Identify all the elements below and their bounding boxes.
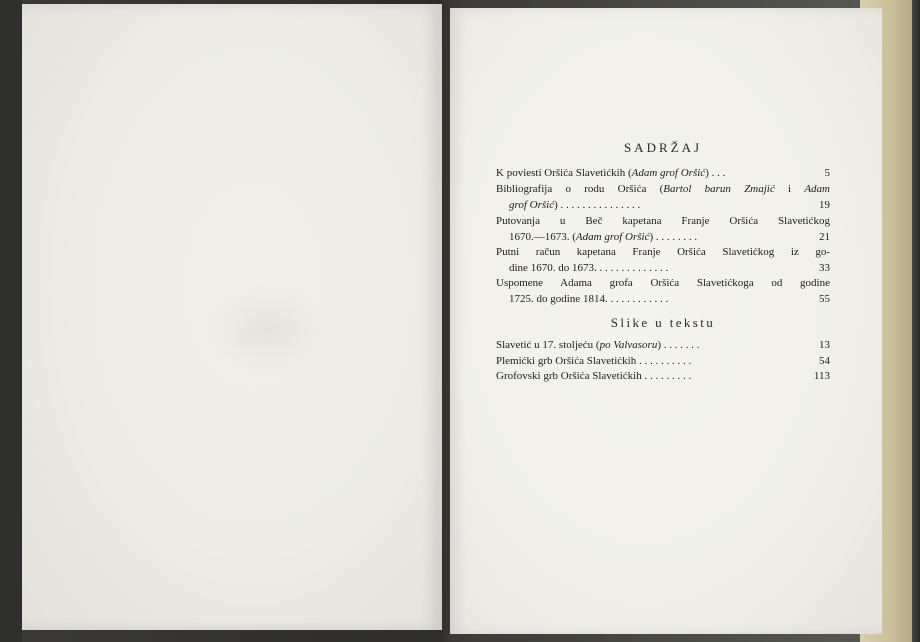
toc-entry-text: 1725. do godine 1814. . . . . . . . . . . . [509, 292, 669, 305]
illustration-entry [496, 338, 830, 354]
toc-entry-text: K poviesti Oršića Slavetićkih (Adam grof Oršić) . . . [496, 167, 726, 179]
illustration-entry-line [496, 354, 830, 370]
toc-page-number: 33 [819, 261, 830, 274]
illustrations-heading: Slike u tekstu [610, 315, 716, 330]
toc-entry-line [496, 166, 830, 182]
toc-entry-line [496, 292, 830, 308]
toc-entry [496, 182, 830, 213]
illustration-page-number: 113 [813, 370, 830, 382]
toc-entry-line: Bibliografija o rodu Oršića (Bartol barun Zmajić i Adam [496, 183, 830, 195]
toc-entry-line: Putovanja u Beč kapetana Franje Oršića Slavetićkog [496, 215, 830, 227]
toc-entry-line [496, 261, 830, 277]
right-page-contents [450, 8, 882, 634]
toc-heading: SADRŽAJ [623, 140, 703, 155]
illustration-entry-line [496, 369, 830, 385]
toc-entry-line: Putni račun kapetana Franje Oršića Slavetićkog iz go- [496, 246, 830, 258]
toc-page-number: 55 [819, 292, 830, 305]
toc-page-number: 21 [819, 230, 830, 243]
toc-entry [496, 245, 830, 276]
toc-entry-line [496, 198, 830, 214]
illustration-entry-line [496, 338, 830, 354]
toc-entry-text: 1670.—1673. (Adam grof Oršić) . . . . . . . . [509, 230, 698, 243]
toc-page-number: 19 [819, 198, 830, 211]
illustration-entry-text: Plemićki grb Oršića Slavetićkih . . . . . . . . . . [496, 355, 692, 367]
illustration-page-number: 54 [819, 355, 830, 367]
illustration-entry [496, 369, 830, 385]
toc-entry-line: Uspomene Adama grofa Oršića Slavetićkoga od godine [496, 277, 830, 289]
illustration-page-number: 13 [819, 339, 830, 351]
illustration-entry [496, 354, 830, 370]
toc-entry [496, 166, 830, 182]
illustration-entry-text: Grofovski grb Oršića Slavetićkih . . . . . . . . . [496, 370, 692, 382]
toc-entry-text: grof Oršić) . . . . . . . . . . . . . . . [509, 198, 641, 211]
left-cover-edge [0, 0, 22, 642]
illustration-entry-text: Slavetić u 17. stoljeću (po Valvasoru) . . . . . . . [496, 339, 700, 351]
left-page-blank [22, 4, 442, 630]
toc-entry-line [496, 230, 830, 246]
toc-entry [496, 276, 830, 307]
bleed-through-crest-shadow [207, 284, 327, 374]
toc-page-number: 5 [824, 167, 830, 179]
toc-entry-text: dine 1670. do 1673. . . . . . . . . . . . . . [509, 261, 669, 274]
toc-entry [496, 214, 830, 245]
